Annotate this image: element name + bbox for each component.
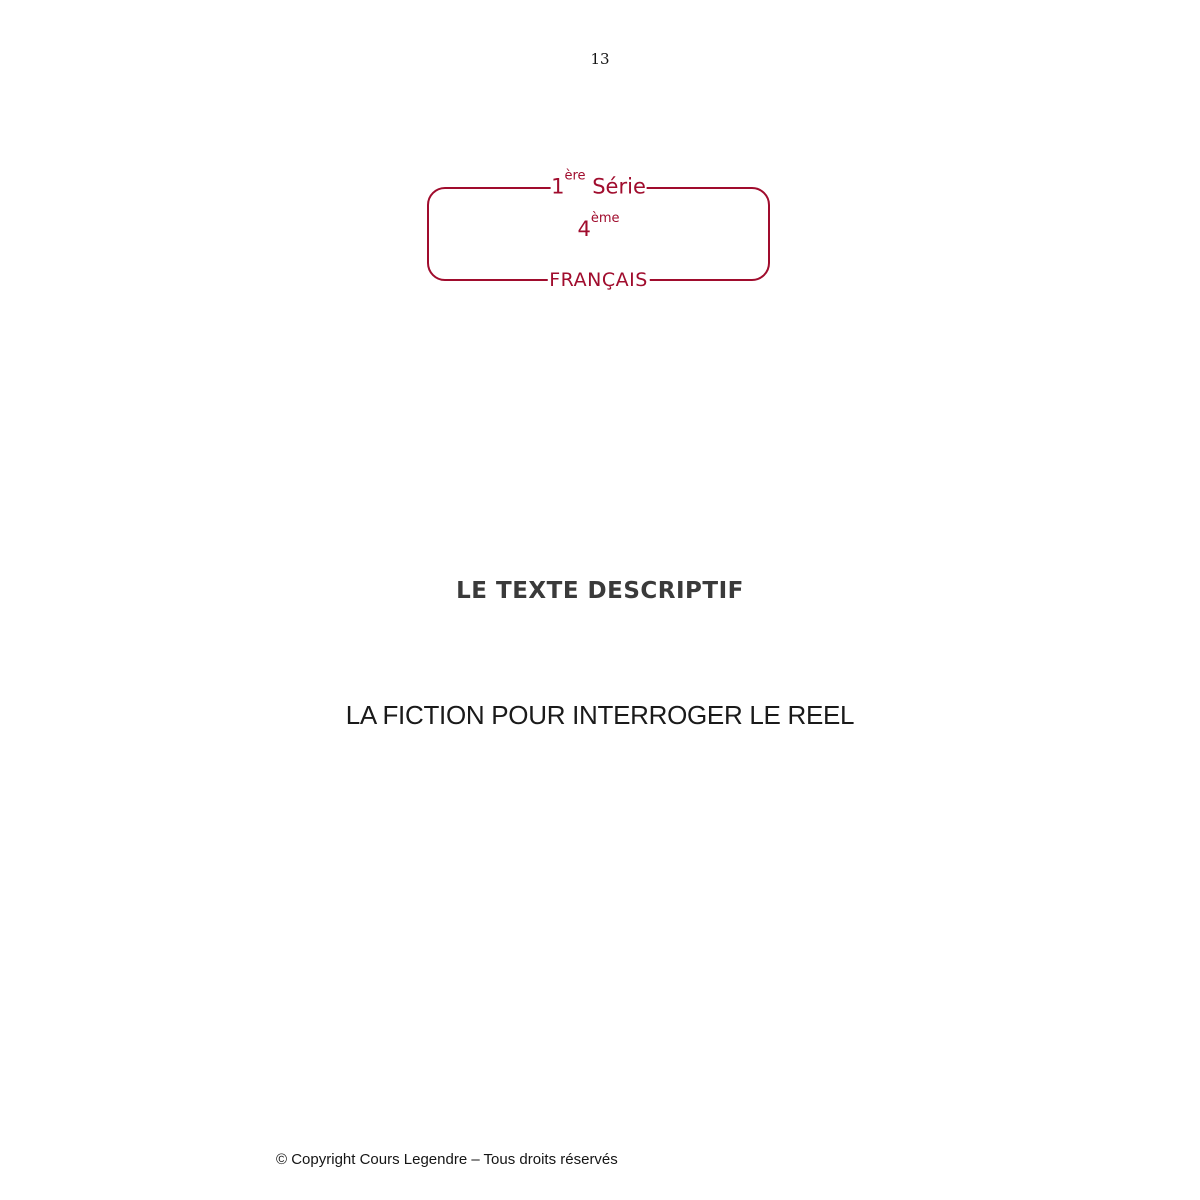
subtitle: LA FICTION POUR INTERROGER LE REEL [345, 700, 855, 730]
badge-series-number: 1 [551, 174, 565, 199]
badge-grade-ordinal-suffix: ème [590, 211, 620, 227]
footer-copyright: © Copyright Cours Legendre – Tous droits réservés [276, 1151, 618, 1168]
badge-series-ordinal-suffix: ère [564, 168, 586, 184]
badge-series-word: Série [585, 174, 646, 199]
badge-series-label [550, 168, 647, 199]
badge-grade-label [427, 211, 770, 241]
badge-grade-number: 4 [577, 217, 591, 241]
badge-subject-label: FRANÇAIS [549, 269, 648, 292]
main-title: LE TEXTE DESCRIPTIF [456, 578, 744, 604]
series-badge [427, 168, 770, 292]
page-number: 13 [590, 50, 610, 68]
